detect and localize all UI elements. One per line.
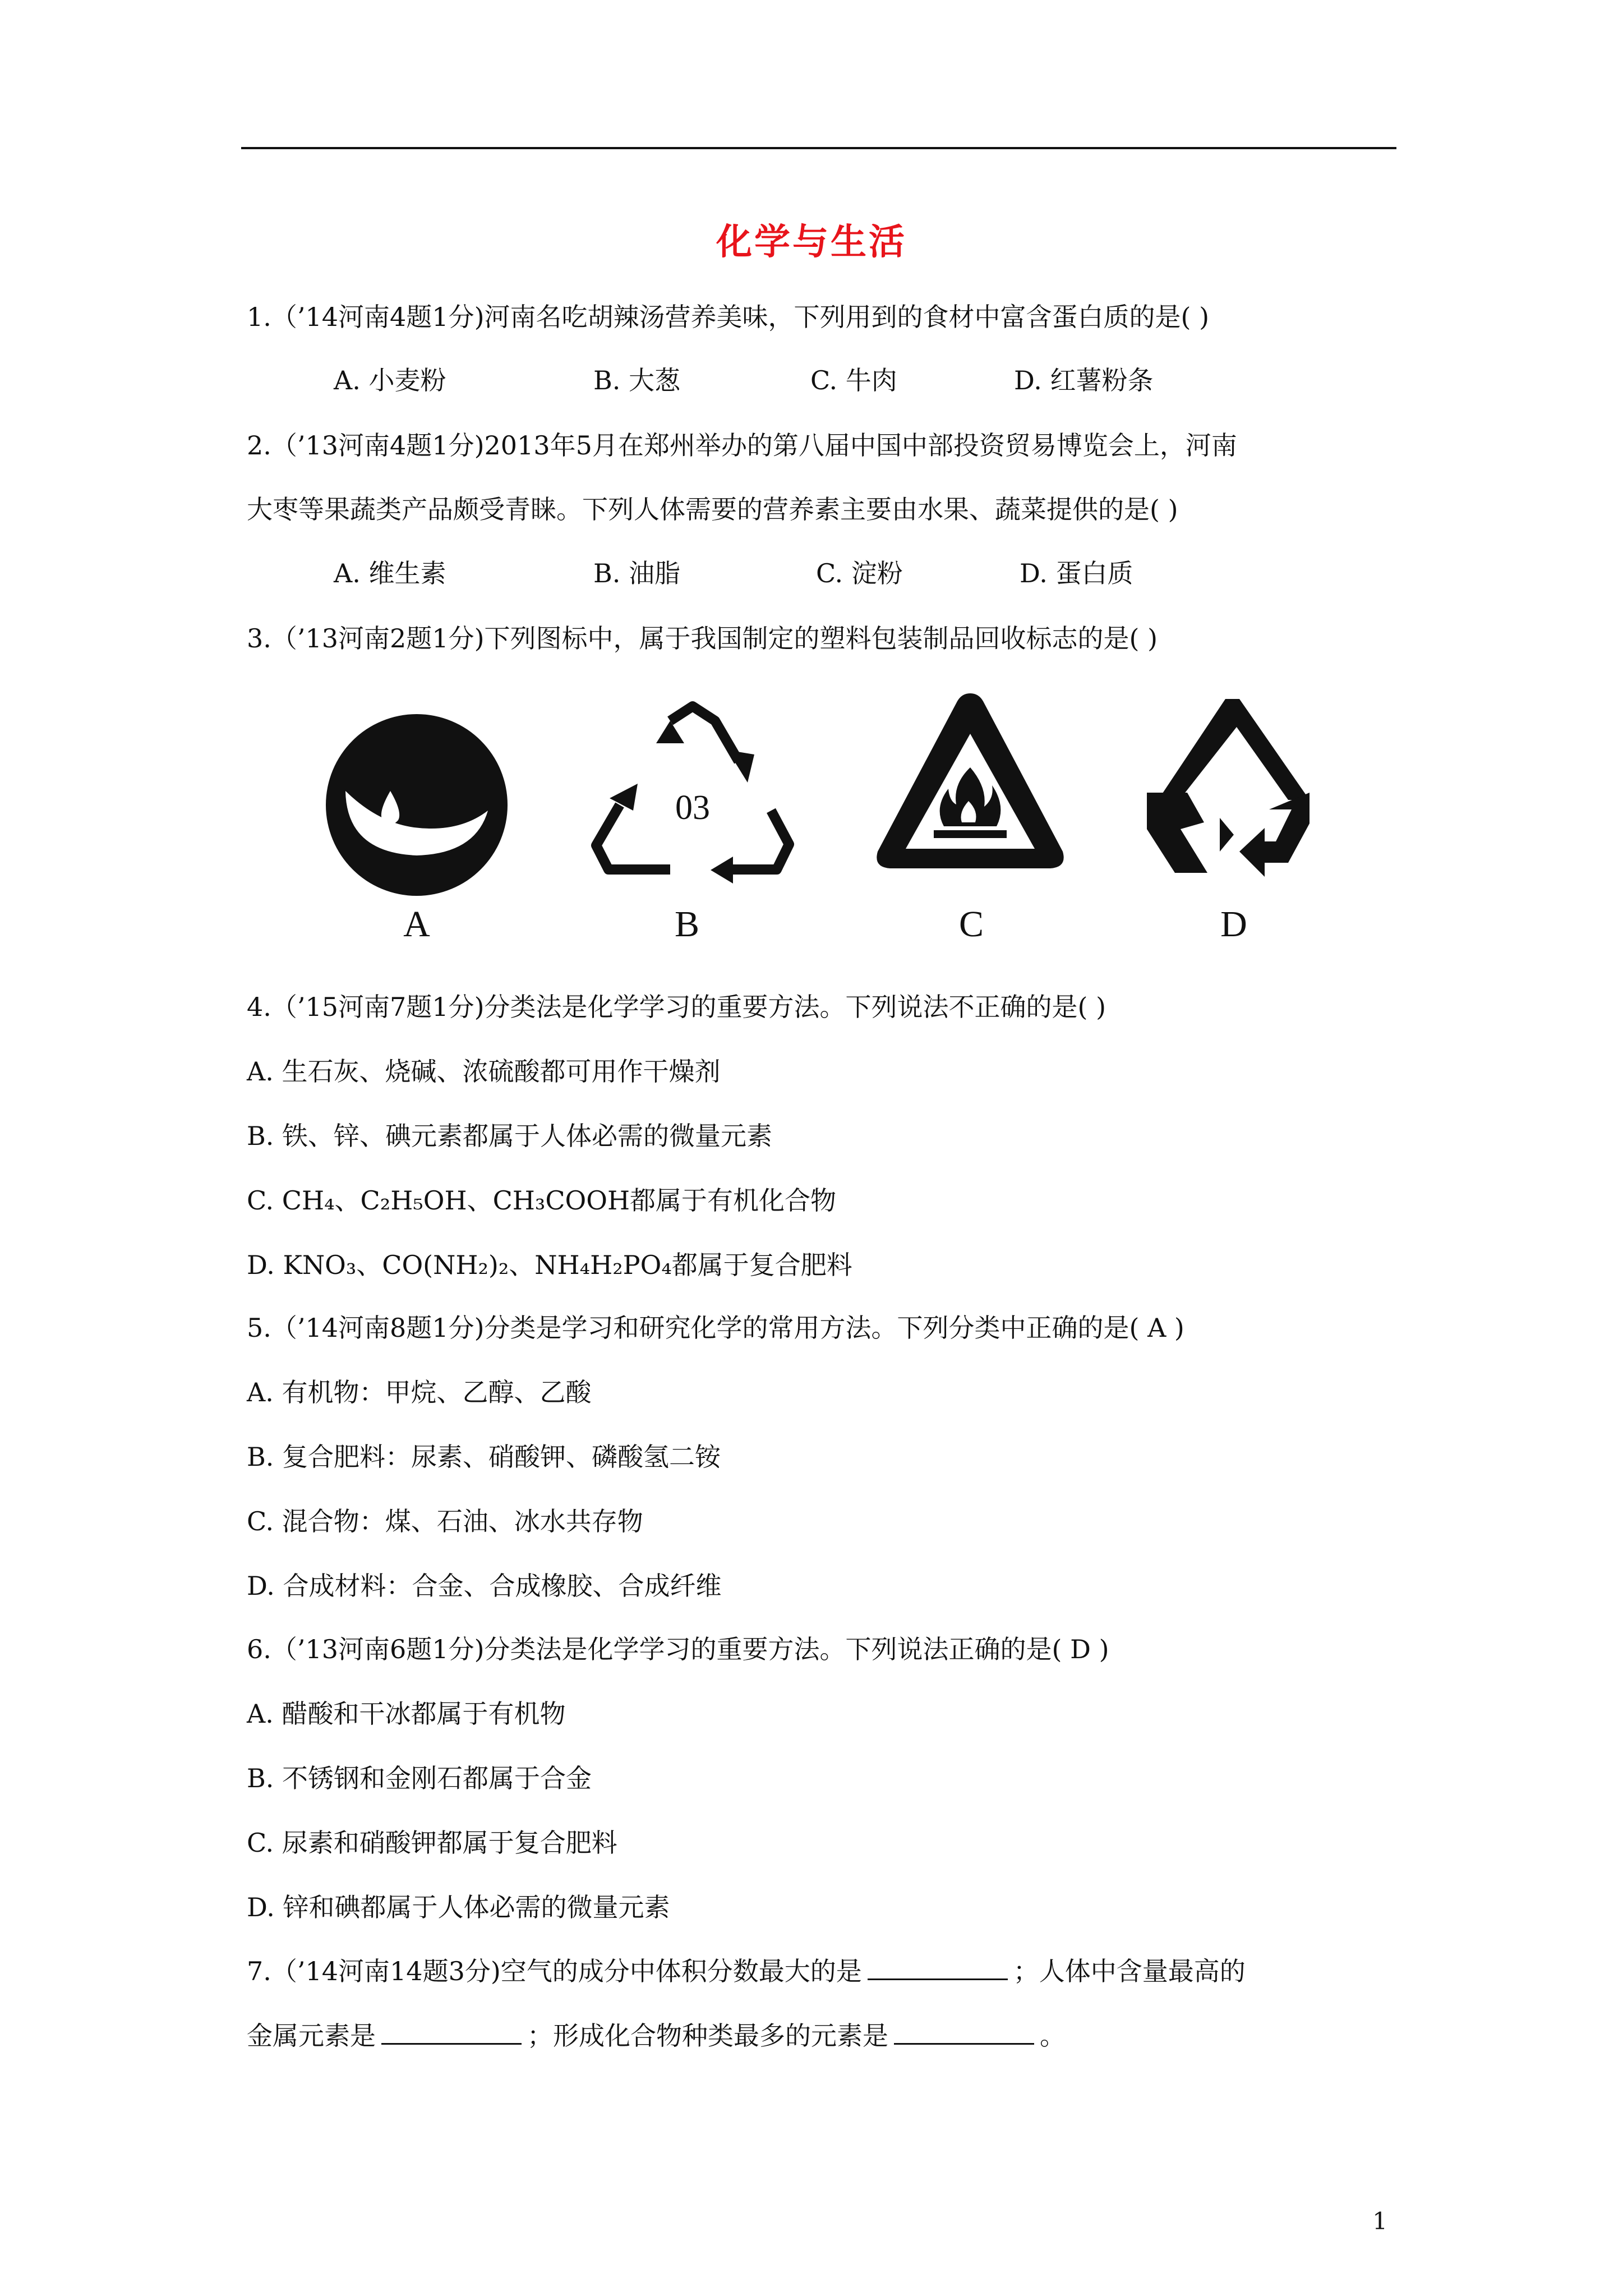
question-6: 6.（’13河南6题1分)分类法是化学学习的重要方法。下列说法正确的是( D ) [247, 1634, 1109, 1664]
q1-option-a: A. 小麦粉 [334, 365, 446, 395]
q1-option-c: C. 牛肉 [810, 365, 897, 395]
q4-option-d: D. KNO₃、CO(NH₂)₂、NH₄H₂PO₄都属于复合肥料 [247, 1250, 852, 1280]
water-saving-icon [324, 712, 509, 898]
question-5: 5.（’14河南8题1分)分类是学习和研究化学的常用方法。下列分类中正确的是( A ) [247, 1313, 1184, 1343]
q4-option-b: B. 铁、锌、碘元素都属于人体必需的微量元素 [247, 1121, 773, 1151]
q4-option-c: C. CH₄、C₂H₅OH、CH₃COOH都属于有机化合物 [247, 1185, 837, 1216]
question-7-line-1 [247, 1954, 1246, 1988]
q7-blank-1[interactable] [868, 1954, 1008, 1980]
question-2-line-1: 2.（’13河南4题1分)2013年5月在郑州举办的第八届中国中部投资贸易博览会上，河南 [247, 430, 1237, 461]
q5-option-b: B. 复合肥料：尿素、硝酸钾、磷酸氢二铵 [247, 1442, 721, 1472]
question-1: 1.（’14河南4题1分)河南名吃胡辣汤营养美味，下列用到的食材中富含蛋白质的是( ) [247, 302, 1210, 332]
question-3: 3.（’13河南2题1分)下列图标中，属于我国制定的塑料包装制品回收标志的是( ) [247, 623, 1158, 654]
q7-text-2b: ；形成化合物种类最多的元素是 [527, 2021, 888, 2051]
q7-text-2a: 金属元素是 [247, 2021, 376, 2051]
recycle-code-text: 03 [675, 789, 710, 827]
header-rule [241, 147, 1396, 149]
question-2-line-2: 大枣等果蔬类产品颇受青睐。下列人体需要的营养素主要由水果、蔬菜提供的是( ) [247, 494, 1178, 524]
q7-blank-2[interactable] [381, 2018, 522, 2045]
q7-blank-3[interactable] [894, 2018, 1034, 2045]
q6-option-b: B. 不锈钢和金刚石都属于合金 [247, 1763, 592, 1793]
q1-option-d: D. 红薯粉条 [1014, 365, 1154, 395]
question-4: 4.（’15河南7题1分)分类法是化学学习的重要方法。下列说法不正确的是( ) [247, 992, 1106, 1022]
q5-option-c: C. 混合物：煤、石油、冰水共存物 [247, 1506, 643, 1536]
q7-text-1a: 7.（’14河南14题3分)空气的成分中体积分数最大的是 [247, 1956, 862, 1986]
q2-option-d: D. 蛋白质 [1020, 558, 1133, 588]
q1-option-b: B. 大葱 [593, 365, 681, 395]
q6-option-d: D. 锌和碘都属于人体必需的微量元素 [247, 1892, 670, 1922]
icon-label-b: B [674, 904, 700, 945]
page-number: 1 [1372, 2207, 1387, 2235]
q2-option-c: C. 淀粉 [816, 558, 903, 588]
q2-option-b: B. 油脂 [593, 558, 681, 588]
q6-option-c: C. 尿素和硝酸钾都属于复合肥料 [247, 1828, 617, 1858]
icon-label-c: C [958, 904, 984, 945]
q5-option-d: D. 合成材料：合金、合成橡胶、合成纤维 [247, 1571, 722, 1601]
icon-label-a: A [403, 904, 430, 945]
q7-text-2c: 。 [1040, 2021, 1066, 2051]
page-title: 化学与生活 [716, 221, 907, 263]
q5-option-a: A. 有机物：甲烷、乙醇、乙酸 [247, 1377, 592, 1407]
q4-option-a: A. 生石灰、烧碱、浓硫酸都可用作干燥剂 [247, 1056, 721, 1087]
recycle-arrows-icon [1141, 694, 1315, 880]
flammable-warning-icon [872, 689, 1068, 874]
recycle-03-icon [586, 698, 799, 892]
q7-text-1b: ；人体中含量最高的 [1013, 1956, 1246, 1986]
icon-label-d: D [1220, 904, 1247, 945]
q2-option-a: A. 维生素 [334, 558, 446, 588]
question-7-line-2 [247, 2018, 1066, 2053]
q6-option-a: A. 醋酸和干冰都属于有机物 [247, 1699, 566, 1729]
